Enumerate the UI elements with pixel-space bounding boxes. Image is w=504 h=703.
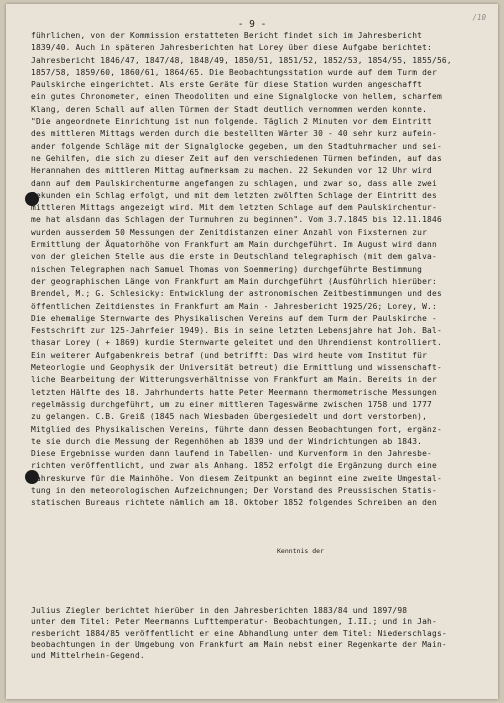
text-line: der geographischen Länge von Frankfurt am Main durchgeführt (Ausführlich hierüber: xyxy=(31,276,437,286)
footnote-line: Julius Ziegler berichtet hierüber in den Jahresberichten 1883/84 und 1897/98 xyxy=(31,605,497,616)
text-line: dann auf dem Paulskirchenturme angefangen zu schlagen, und zwar so, dass alle zwei xyxy=(31,178,437,188)
page-number: - 9 - xyxy=(237,19,267,30)
interlinear-note: Kenntnis der xyxy=(277,547,324,555)
text-line: regelmässig durchgeführt, um zu einer mittleren Tageswärme zwischen 1758 und 1777 xyxy=(31,399,432,409)
text-line: letzten Hälfte des 18. Jahrhunderts hatte Peter Meermann thermometrische Messungen xyxy=(31,387,437,397)
text-line: richten veröffentlicht, und zwar als Anhang. 1852 erfolgt die Ergänzung durch eine xyxy=(31,461,437,471)
text-line: mittleren Mittags angezeigt wird. Mit dem letzten Schlage auf dem Paulskirchentur- xyxy=(31,203,437,213)
text-line: Jahreskurve für die Mainhöhe. Von diesem Zeitpunkt an beginnt eine zweite Umgestal- xyxy=(31,473,442,483)
text-line: führlichen, von der Kommission erstatteten Bericht findet sich im Jahresbericht xyxy=(31,31,423,40)
document-page xyxy=(6,4,498,699)
footnote-line: beobachtungen in der Umgebung von Frankfurt am Main nebst einer Regenkarte der Main- xyxy=(31,639,447,649)
text-line: ne Gehilfen, die sich zu dieser Zeit auf den verschiedenen Türmen befinden, auf das xyxy=(31,153,442,163)
text-line: Klang, deren Schall auf allen Türmen der Stadt deutlich vernommen werden konnte. xyxy=(31,104,428,114)
footnote-line: resbericht 1884/85 veröffentlicht er eine Abhandlung unter dem Titel: Niederschlags- xyxy=(31,628,447,638)
footnote-line: unter dem Titel: Peter Meermanns Lufttemperatur- Beobachtungen, I.II.; und in Jah- xyxy=(31,617,437,627)
footnote xyxy=(31,605,497,661)
text-line: Festschrift zur 125-Jahrfeier 1949). Bis in seine letzten Lebensjahre hat Joh. Bal- xyxy=(31,326,442,336)
text-line: ander folgende Schläge mit der Signalglocke gegeben, um den Stadtuhrmacher und sei- xyxy=(31,141,442,151)
text-line: zu gelangen. C.B. Greiß (1845 nach Wiesbaden übergesiedelt und dort verstorben), xyxy=(31,412,428,422)
text-line: wurden ausserdem 50 Messungen der Zenitdistanzen einer Anzahl von Fixsternen zur xyxy=(31,227,428,237)
text-line: Ermittlung der Äquatorhöhe von Frankfurt am Main durchgeführt. Im August wird dann xyxy=(31,240,437,250)
text-line: Brendel, M.; G. Schlesicky: Entwicklung der astronomischen Zeitbestimmungen und des xyxy=(31,289,442,299)
text-line: tung in den meteorologischen Aufzeichnungen; Der Vorstand des Preussischen Statis- xyxy=(31,485,437,495)
body-text xyxy=(31,30,497,510)
text-line: nischen Telegraphen nach Samuel Thomas von Soemmering) durchgeführte Bestimmung xyxy=(31,264,423,274)
text-line: Ein weiterer Aufgabenkreis betraf (und betrifft: Das wird heute vom Institut für xyxy=(31,350,428,360)
text-line: liche Bearbeitung der Witterungsverhältnisse von Frankfurt am Main. Bereits in der xyxy=(31,375,437,385)
text-line: 1839/40. Auch in späteren Jahresberichten hat Lorey über diese Aufgabe berichtet: xyxy=(31,43,432,53)
text-line: Sekunden ein Schlag erfolgt, und mit dem letzten zwölften Schlage der Eintritt des xyxy=(31,190,437,200)
text-line: von der gleichen Stelle aus die erste in Deutschland telegraphisch (mit dem galva- xyxy=(31,252,437,262)
text-line: Paulskirche eingerichtet. Als erste Geräte für diese Station wurden angeschafft xyxy=(31,80,423,90)
footnote-line: und Mittelrhein-Gegend. xyxy=(31,651,145,661)
text-line: 1857/58, 1859/60, 1860/61, 1864/65. Die Beobachtungsstation wurde auf dem Turm der xyxy=(31,67,437,77)
text-line: Jahresbericht 1846/47, 1847/48, 1848/49, 1850/51, 1851/52, 1852/53, 1854/55, 1855/56, xyxy=(31,55,452,65)
text-line: Herannahen des mittleren Mittag aufmerksam zu machen. 22 Sekunden vor 12 Uhr wird xyxy=(31,166,432,176)
text-line: Meteorlogie und Geophysik der Universität betreut) die Ermittlung und wissenschaft- xyxy=(31,363,442,373)
text-line: Diese Ergebnisse wurden dann laufend in Tabellen- und Kurvenform in den Jahresbe- xyxy=(31,449,432,459)
text-line: thasar Lorey ( + 1869) kurdie Sternwarte geleitet und den Uhrendienst kontrolliert. xyxy=(31,338,442,348)
text-line: me hat alsdann das Schlagen der Turmuhren zu beginnen". Vom 3.7.1845 bis 12.11.1846 xyxy=(31,215,442,225)
text-line: des mittleren Mittags werden durch die bestellten Wärter 30 - 40 sehr kurz aufein- xyxy=(31,129,437,139)
page-corner-mark: /10 xyxy=(472,13,486,22)
text-line: öffentlichen Zeitdienstes in Frankfurt am Main - Jahresbericht 1925/26; Lorey, W.: xyxy=(31,301,437,311)
text-line: Mitglied des Physikalischen Vereins, führte dann dessen Beobachtungen fort, ergänz- xyxy=(31,424,442,434)
text-line: te sie durch die Messung der Regenhöhen ab 1839 und der Windrichtungen ab 1843. xyxy=(31,436,423,446)
text-line: "Die angeordnete Einrichtung ist nun folgende. Täglich 2 Minuten vor dem Eintritt xyxy=(31,117,432,127)
text-line: ein gutes Chronometer, einen Theodoliten und eine Signalglocke von hellem, scharfem xyxy=(31,92,442,102)
text-line: Die ehemalige Sternwarte des Physikalischen Vereins auf dem Turm der Paulskirche - xyxy=(31,313,437,323)
text-line: statischen Bureaus richtete nämlich am 18. Oktober 1852 folgendes Schreiben an den xyxy=(31,498,437,508)
